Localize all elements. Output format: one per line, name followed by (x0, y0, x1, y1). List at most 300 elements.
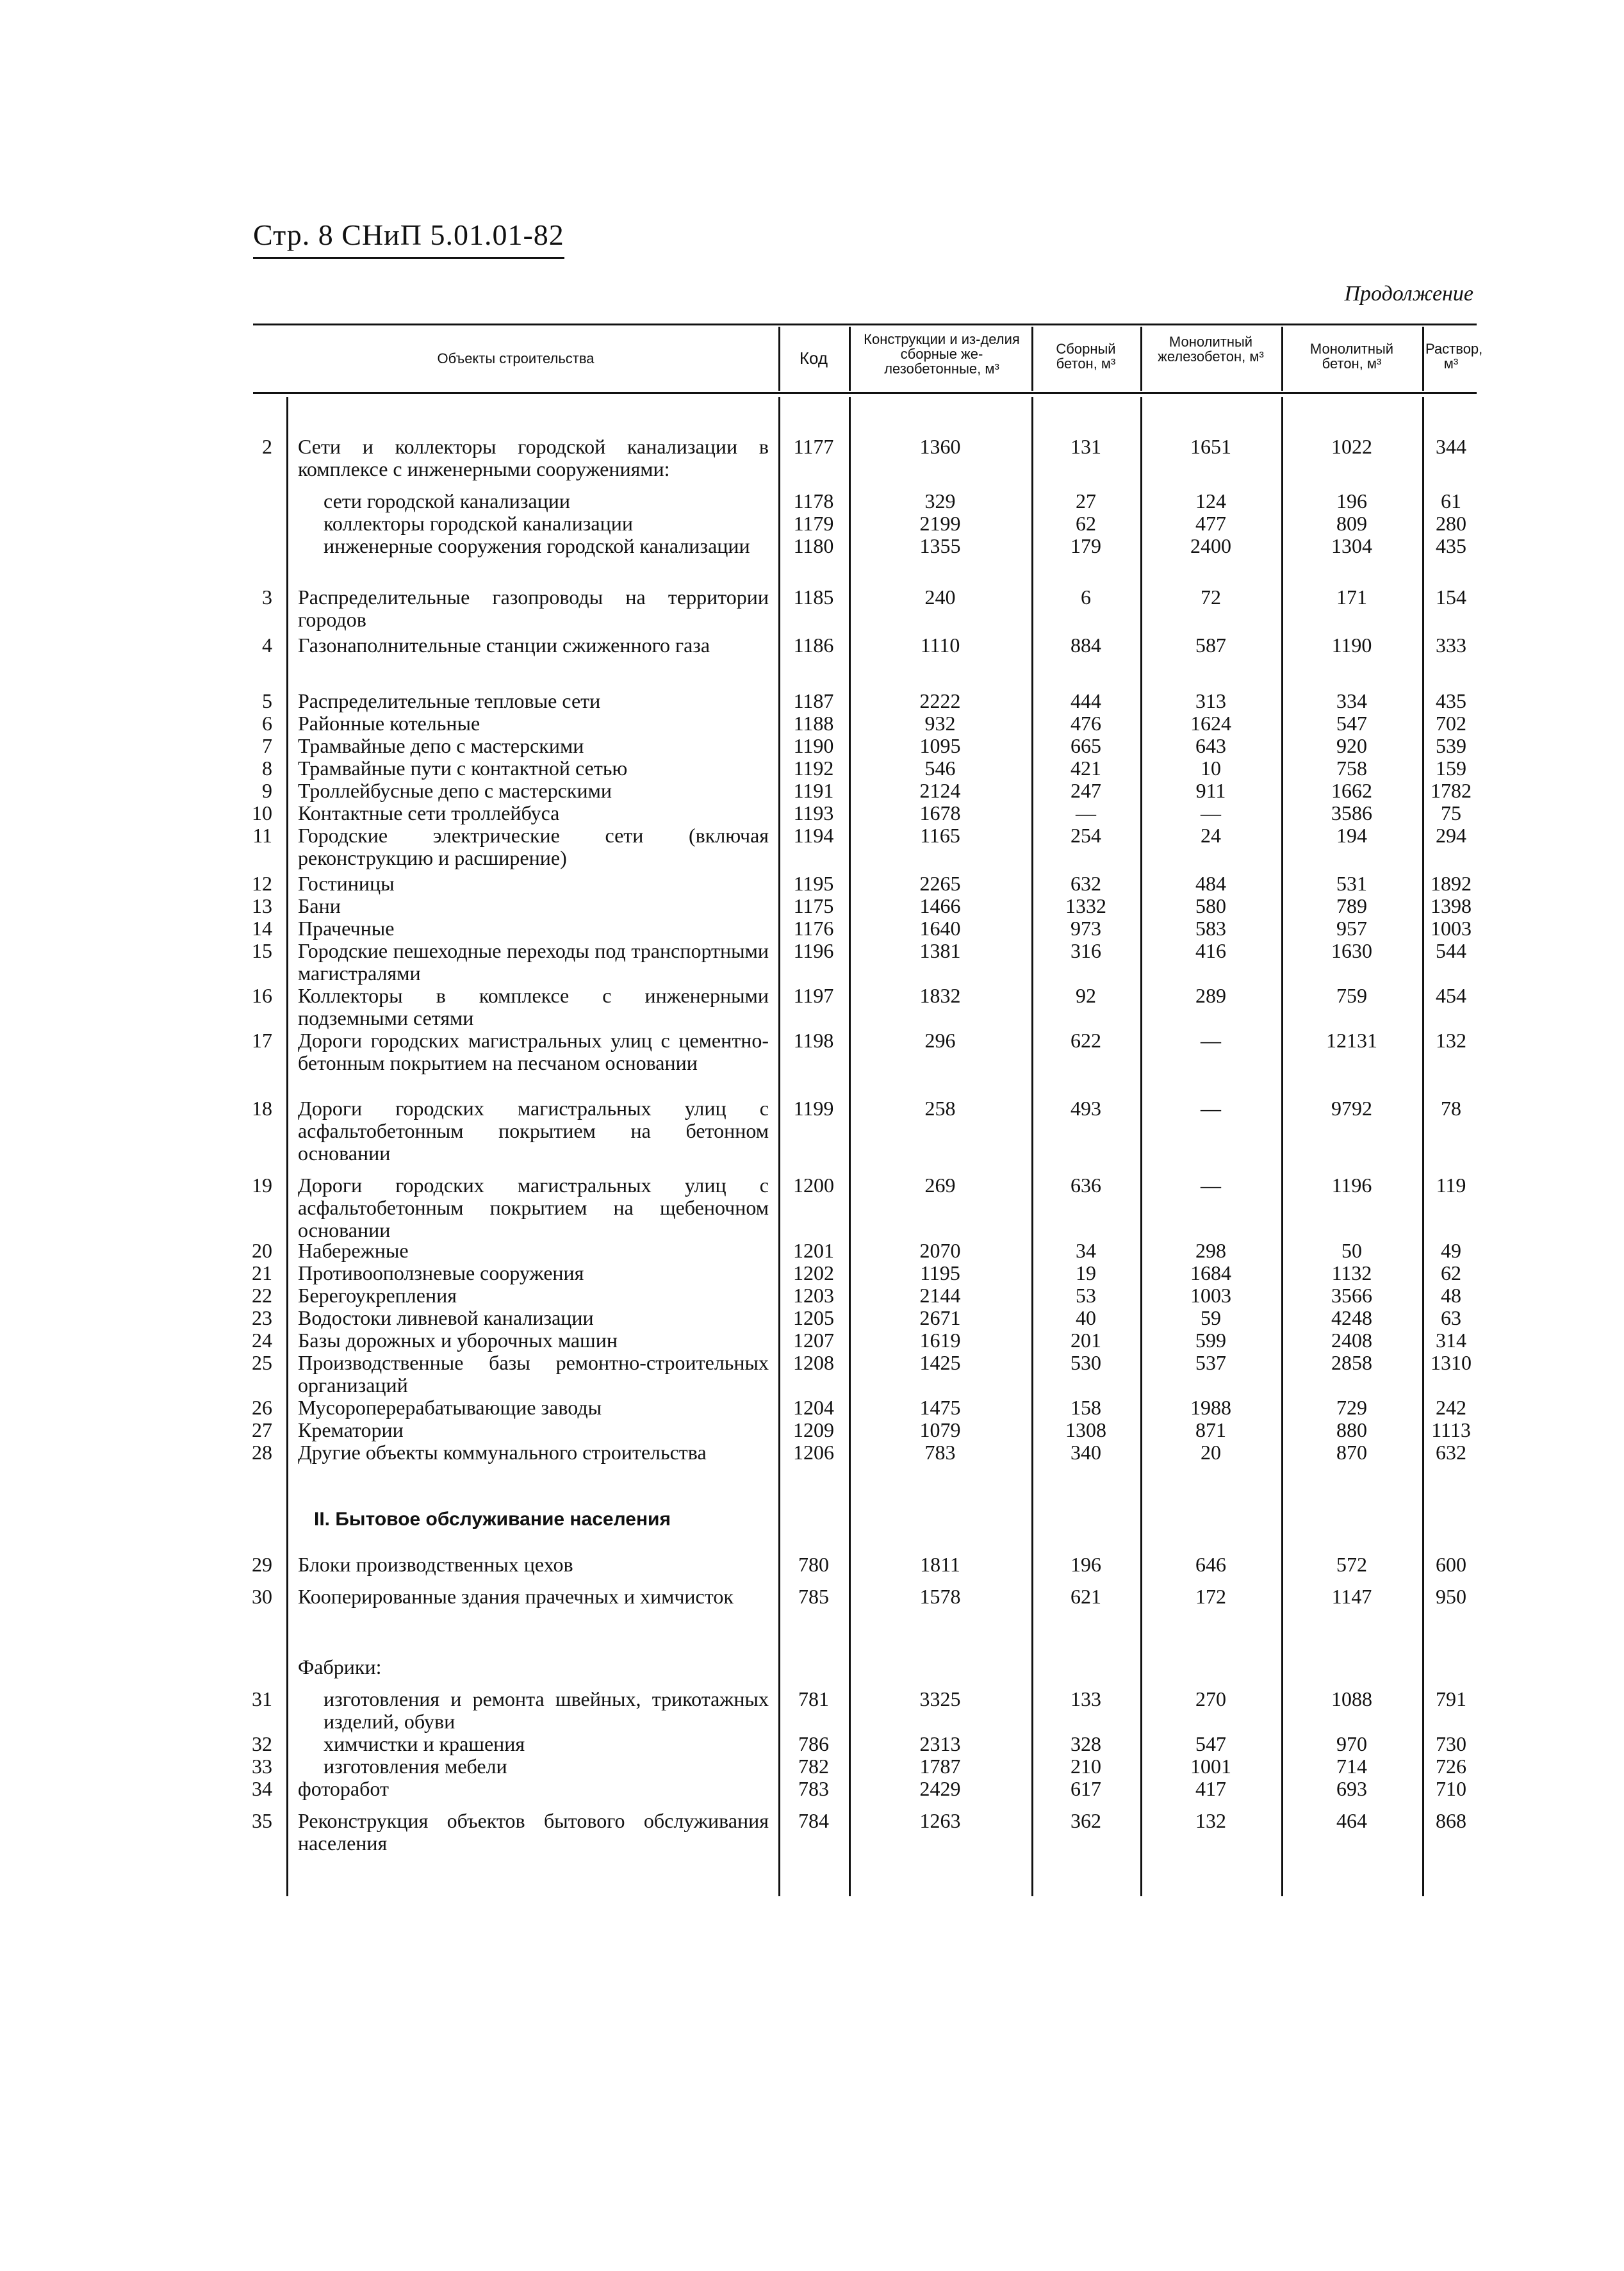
row-code: 1204 (793, 1396, 834, 1419)
row-mortar-value: 119 (1436, 1174, 1466, 1197)
row-number: 4 (262, 634, 272, 657)
row-mortar-value: 294 (1436, 824, 1466, 847)
row-prefab-concrete-value: 973 (1070, 917, 1101, 940)
row-number: 24 (252, 1329, 272, 1352)
row-mortar-value: 1782 (1431, 779, 1472, 802)
row-monolithic-concrete-value: 1190 (1331, 634, 1372, 657)
row-precast-value: 1381 (919, 939, 961, 962)
row-precast-value: 1425 (919, 1351, 961, 1374)
table-top-rule (253, 324, 1477, 325)
continuation-label: Продолжение (1344, 282, 1473, 306)
row-monolithic-concrete-value: 1132 (1331, 1261, 1372, 1284)
row-prefab-concrete-value: 476 (1070, 712, 1101, 735)
row-monolithic-concrete-value: 789 (1336, 894, 1367, 917)
row-monolithic-rc-value: 580 (1195, 894, 1226, 917)
row-prefab-concrete-value: 632 (1070, 872, 1101, 895)
page-header (253, 218, 564, 259)
row-number: 14 (252, 917, 272, 940)
row-code: 1188 (793, 712, 834, 735)
row-prefab-concrete-value: 340 (1070, 1441, 1101, 1464)
row-code: 1199 (793, 1097, 834, 1120)
row-number: 8 (262, 757, 272, 780)
row-object-name: Районные котельные (298, 712, 480, 735)
row-precast-value: 1466 (919, 894, 961, 917)
row-object-name: Газонаполнительные станции сжиженного газа (298, 634, 710, 657)
row-precast-value: 258 (924, 1097, 956, 1120)
row-code: 1207 (793, 1329, 834, 1352)
row-monolithic-rc-value: 643 (1195, 734, 1226, 757)
row-mortar-value: 159 (1436, 757, 1466, 780)
row-mortar-value: 600 (1436, 1553, 1466, 1576)
row-monolithic-concrete-value: 572 (1336, 1553, 1367, 1576)
row-object-name: Производственные базы ремонтно-строительных организаций (298, 1351, 769, 1397)
row-object-name: Крематории (298, 1418, 404, 1441)
row-precast-value: 1355 (919, 534, 961, 557)
row-object-name: Трамвайные депо с мастерскими (298, 734, 584, 757)
row-monolithic-rc-value: 477 (1195, 512, 1226, 535)
row-mortar-value: 49 (1441, 1239, 1461, 1262)
row-code: 1197 (793, 984, 834, 1007)
row-precast-value: 269 (924, 1174, 956, 1197)
row-code: 1203 (793, 1284, 834, 1307)
row-monolithic-concrete-value: 870 (1336, 1441, 1367, 1464)
row-monolithic-rc-value: 599 (1195, 1329, 1226, 1352)
row-monolithic-rc-value: 1001 (1190, 1755, 1231, 1778)
row-precast-value: 2070 (919, 1239, 961, 1262)
row-mortar-value: 154 (1436, 586, 1466, 609)
row-code: 1175 (793, 894, 834, 917)
row-monolithic-rc-value: 270 (1195, 1687, 1226, 1710)
row-object-name: Городские пешеходные переходы под транспортными магистралями (298, 939, 769, 985)
row-code: 786 (798, 1732, 829, 1755)
row-code: 781 (798, 1687, 829, 1710)
col-header-objects: Объекты строительства (437, 350, 595, 366)
row-number: 32 (252, 1732, 272, 1755)
row-code: 784 (798, 1809, 829, 1832)
row-number: 17 (252, 1029, 272, 1052)
row-object-name: сети городской канализации (324, 489, 571, 512)
row-monolithic-concrete-value: 1022 (1331, 435, 1372, 458)
row-monolithic-concrete-value: 194 (1336, 824, 1367, 847)
col-header-mortar: Раствор, м³ (1425, 341, 1483, 372)
row-prefab-concrete-value: 362 (1070, 1809, 1101, 1832)
col-header-code: Код (799, 348, 828, 368)
row-precast-value: 1195 (920, 1261, 960, 1284)
row-number: 34 (252, 1777, 272, 1800)
row-code: 1208 (793, 1351, 834, 1374)
row-code: 1194 (793, 824, 834, 847)
row-monolithic-rc-value: 172 (1195, 1585, 1226, 1608)
row-mortar-value: 48 (1441, 1284, 1461, 1307)
row-precast-value: 1079 (919, 1418, 961, 1441)
row-monolithic-concrete-value: 809 (1336, 512, 1367, 535)
row-mortar-value: 539 (1436, 734, 1466, 757)
row-number: 11 (252, 824, 272, 847)
row-number: 29 (252, 1553, 272, 1576)
section-heading: II. Бытовое обслуживание населения (314, 1509, 671, 1530)
row-mortar-value: 454 (1436, 984, 1466, 1007)
row-monolithic-rc-value: 59 (1201, 1306, 1221, 1329)
row-mortar-value: 544 (1436, 939, 1466, 962)
row-prefab-concrete-value: 254 (1070, 824, 1101, 847)
row-number: 13 (252, 894, 272, 917)
row-monolithic-concrete-value: 1088 (1331, 1687, 1372, 1710)
body-divider (1281, 397, 1283, 1896)
row-monolithic-rc-value: 587 (1195, 634, 1226, 657)
row-mortar-value: 710 (1436, 1777, 1466, 1800)
row-monolithic-rc-value: 1003 (1190, 1284, 1231, 1307)
row-mortar-value: 1310 (1431, 1351, 1472, 1374)
row-code: 1179 (793, 512, 834, 535)
row-code: 1190 (793, 734, 834, 757)
row-monolithic-concrete-value: 970 (1336, 1732, 1367, 1755)
body-divider (1031, 397, 1033, 1896)
row-mortar-value: 344 (1436, 435, 1466, 458)
row-precast-value: 932 (924, 712, 956, 735)
row-code: 1200 (793, 1174, 834, 1197)
row-precast-value: 2265 (919, 872, 961, 895)
row-number: 20 (252, 1239, 272, 1262)
row-object-name: Дороги городских магистральных улиц с асфальтобетонным покрытием на бетонном основании (298, 1097, 769, 1165)
header-divider (778, 327, 780, 391)
row-number: 5 (262, 689, 272, 712)
row-mortar-value: 314 (1436, 1329, 1466, 1352)
col-header-precast: Конструкции и из-делия сборные же-лезобетонные, м³ (864, 331, 1020, 377)
row-monolithic-rc-value: 72 (1201, 586, 1221, 609)
row-precast-value: 1110 (920, 634, 960, 657)
row-mortar-value: 63 (1441, 1306, 1461, 1329)
row-monolithic-concrete-value: 464 (1336, 1809, 1367, 1832)
row-monolithic-rc-value: 547 (1195, 1732, 1226, 1755)
row-monolithic-rc-value: 132 (1195, 1809, 1226, 1832)
row-precast-value: 1619 (919, 1329, 961, 1352)
row-prefab-concrete-value: 665 (1070, 734, 1101, 757)
row-code: 1192 (793, 757, 834, 780)
row-object-name: Берегоукрепления (298, 1284, 457, 1307)
subheading-factories: Фабрики: (298, 1655, 382, 1678)
row-prefab-concrete-value: — (1076, 801, 1096, 824)
row-mortar-value: 632 (1436, 1441, 1466, 1464)
row-prefab-concrete-value: 131 (1070, 435, 1101, 458)
row-precast-value: 3325 (919, 1687, 961, 1710)
row-number: 30 (252, 1585, 272, 1608)
row-prefab-concrete-value: 40 (1076, 1306, 1096, 1329)
row-monolithic-rc-value: 911 (1195, 779, 1226, 802)
row-code: 1176 (793, 917, 834, 940)
row-number: 12 (252, 872, 272, 895)
col-header-prefab-concrete: Сборный бетон, м³ (1056, 341, 1116, 372)
row-number: 3 (262, 586, 272, 609)
row-monolithic-rc-value: 2400 (1190, 534, 1231, 557)
row-monolithic-concrete-value: 759 (1336, 984, 1367, 1007)
row-monolithic-rc-value: 289 (1195, 984, 1226, 1007)
row-prefab-concrete-value: 316 (1070, 939, 1101, 962)
header-divider (1031, 327, 1033, 391)
row-prefab-concrete-value: 196 (1070, 1553, 1101, 1576)
row-monolithic-rc-value: 124 (1195, 489, 1226, 512)
row-object-name: Коллекторы в комплексе с инженерными подземными сетями (298, 984, 769, 1029)
row-monolithic-concrete-value: 693 (1336, 1777, 1367, 1800)
row-code: 1198 (793, 1029, 834, 1052)
row-precast-value: 2671 (919, 1306, 961, 1329)
row-code: 785 (798, 1585, 829, 1608)
row-code: 1196 (793, 939, 834, 962)
row-mortar-value: 62 (1441, 1261, 1461, 1284)
header-divider (1422, 327, 1424, 391)
row-number: 28 (252, 1441, 272, 1464)
row-monolithic-concrete-value: 1196 (1331, 1174, 1372, 1197)
row-mortar-value: 78 (1441, 1097, 1461, 1120)
row-mortar-value: 791 (1436, 1687, 1466, 1710)
row-precast-value: 1165 (920, 824, 960, 847)
row-mortar-value: 1892 (1431, 872, 1472, 895)
row-object-name: Дороги городских магистральных улиц с асфальтобетонным покрытием на щебеночном основании (298, 1174, 769, 1242)
row-mortar-value: 702 (1436, 712, 1466, 735)
row-number: 6 (262, 712, 272, 735)
row-code: 1205 (793, 1306, 834, 1329)
row-object-name: Реконструкция объектов бытового обслуживания населения (298, 1809, 769, 1855)
row-monolithic-concrete-value: 920 (1336, 734, 1367, 757)
row-object-name: Гостиницы (298, 872, 395, 895)
row-number: 2 (262, 435, 272, 458)
row-monolithic-rc-value: 1684 (1190, 1261, 1231, 1284)
row-object-name: изготовления и ремонта швейных, трикотажных изделий, обуви (324, 1687, 769, 1733)
row-precast-value: 1678 (919, 801, 961, 824)
row-mortar-value: 132 (1436, 1029, 1466, 1052)
row-prefab-concrete-value: 158 (1070, 1396, 1101, 1419)
row-prefab-concrete-value: 617 (1070, 1777, 1101, 1800)
row-precast-value: 1095 (919, 734, 961, 757)
row-mortar-value: 868 (1436, 1809, 1466, 1832)
row-object-name: Другие объекты коммунального строительства (298, 1441, 707, 1464)
row-code: 783 (798, 1777, 829, 1800)
row-prefab-concrete-value: 92 (1076, 984, 1096, 1007)
row-monolithic-rc-value: — (1201, 801, 1221, 824)
col-header-monolithic-concrete: Монолитный бетон, м³ (1309, 341, 1394, 372)
row-monolithic-concrete-value: 334 (1336, 689, 1367, 712)
row-object-name: Мусороперерабатывающие заводы (298, 1396, 602, 1419)
row-prefab-concrete-value: 27 (1076, 489, 1096, 512)
row-object-name: Блоки производственных цехов (298, 1553, 573, 1576)
row-monolithic-rc-value: — (1201, 1029, 1221, 1052)
row-object-name: коллекторы городской канализации (324, 512, 633, 535)
row-object-name: изготовления мебели (324, 1755, 507, 1778)
row-monolithic-rc-value: 313 (1195, 689, 1226, 712)
row-mortar-value: 333 (1436, 634, 1466, 657)
row-number: 7 (262, 734, 272, 757)
row-mortar-value: 1398 (1431, 894, 1472, 917)
row-monolithic-concrete-value: 957 (1336, 917, 1367, 940)
row-monolithic-concrete-value: 1147 (1331, 1585, 1372, 1608)
row-prefab-concrete-value: 1332 (1065, 894, 1106, 917)
row-monolithic-concrete-value: 714 (1336, 1755, 1367, 1778)
row-object-name: Дороги городских магистральных улиц с цементно-бетонным покрытием на песчаном основании (298, 1029, 769, 1074)
row-monolithic-concrete-value: 729 (1336, 1396, 1367, 1419)
row-monolithic-concrete-value: 12131 (1326, 1029, 1377, 1052)
row-code: 1186 (793, 634, 834, 657)
row-code: 1209 (793, 1418, 834, 1441)
row-number: 21 (252, 1261, 272, 1284)
row-precast-value: 2144 (919, 1284, 961, 1307)
row-number: 19 (252, 1174, 272, 1197)
row-object-name: Трамвайные пути с контактной сетью (298, 757, 628, 780)
row-code: 1202 (793, 1261, 834, 1284)
row-prefab-concrete-value: 6 (1081, 586, 1091, 609)
body-divider (849, 397, 851, 1896)
row-prefab-concrete-value: 19 (1076, 1261, 1096, 1284)
row-precast-value: 2222 (919, 689, 961, 712)
row-monolithic-concrete-value: 3566 (1331, 1284, 1372, 1307)
row-monolithic-concrete-value: 4248 (1331, 1306, 1372, 1329)
row-object-name: инженерные сооружения городской канализации (324, 534, 750, 557)
row-mortar-value: 242 (1436, 1396, 1466, 1419)
row-number: 35 (252, 1809, 272, 1832)
row-precast-value: 1475 (919, 1396, 961, 1419)
body-divider (778, 397, 780, 1896)
row-object-name: Контактные сети троллейбуса (298, 801, 560, 824)
row-object-name: Противооползневые сооружения (298, 1261, 584, 1284)
row-monolithic-rc-value: — (1201, 1174, 1221, 1197)
row-monolithic-concrete-value: 531 (1336, 872, 1367, 895)
row-code: 1185 (793, 586, 834, 609)
row-code: 780 (798, 1553, 829, 1576)
row-precast-value: 329 (924, 489, 956, 512)
row-precast-value: 1811 (920, 1553, 960, 1576)
row-monolithic-rc-value: 417 (1195, 1777, 1226, 1800)
row-code: 1191 (793, 779, 834, 802)
row-precast-value: 1360 (919, 435, 961, 458)
row-monolithic-rc-value: 10 (1201, 757, 1221, 780)
row-object-name: химчистки и крашения (324, 1732, 525, 1755)
row-precast-value: 1263 (919, 1809, 961, 1832)
row-monolithic-rc-value: 646 (1195, 1553, 1226, 1576)
row-mortar-value: 435 (1436, 534, 1466, 557)
row-monolithic-concrete-value: 196 (1336, 489, 1367, 512)
row-code: 782 (798, 1755, 829, 1778)
body-divider (1140, 397, 1142, 1896)
row-prefab-concrete-value: 444 (1070, 689, 1101, 712)
row-code: 1180 (793, 534, 834, 557)
header-divider (1281, 327, 1283, 391)
row-monolithic-concrete-value: 1304 (1331, 534, 1372, 557)
row-monolithic-rc-value: 416 (1195, 939, 1226, 962)
row-precast-value: 546 (924, 757, 956, 780)
row-code: 1187 (793, 689, 834, 712)
row-precast-value: 2124 (919, 779, 961, 802)
row-precast-value: 783 (924, 1441, 956, 1464)
row-prefab-concrete-value: 133 (1070, 1687, 1101, 1710)
row-mortar-value: 1113 (1431, 1418, 1471, 1441)
row-precast-value: 296 (924, 1029, 956, 1052)
row-monolithic-concrete-value: 547 (1336, 712, 1367, 735)
row-monolithic-concrete-value: 9792 (1331, 1097, 1372, 1120)
row-prefab-concrete-value: 179 (1070, 534, 1101, 557)
row-number: 22 (252, 1284, 272, 1307)
row-prefab-concrete-value: 884 (1070, 634, 1101, 657)
header-divider (849, 327, 851, 391)
row-precast-value: 2313 (919, 1732, 961, 1755)
row-prefab-concrete-value: 328 (1070, 1732, 1101, 1755)
row-monolithic-concrete-value: 171 (1336, 586, 1367, 609)
row-monolithic-rc-value: 537 (1195, 1351, 1226, 1374)
page-title: Стр. 8 СНиП 5.01.01-82 (253, 218, 564, 259)
row-object-name: Базы дорожных и уборочных машин (298, 1329, 618, 1352)
row-monolithic-rc-value: 871 (1195, 1418, 1226, 1441)
row-number: 10 (252, 801, 272, 824)
row-object-name: Набережные (298, 1239, 409, 1262)
row-code: 1201 (793, 1239, 834, 1262)
row-code: 1177 (793, 435, 834, 458)
row-prefab-concrete-value: 636 (1070, 1174, 1101, 1197)
row-code: 1206 (793, 1441, 834, 1464)
row-monolithic-rc-value: — (1201, 1097, 1221, 1120)
row-mortar-value: 280 (1436, 512, 1466, 535)
row-prefab-concrete-value: 530 (1070, 1351, 1101, 1374)
row-monolithic-concrete-value: 758 (1336, 757, 1367, 780)
row-prefab-concrete-value: 53 (1076, 1284, 1096, 1307)
row-prefab-concrete-value: 421 (1070, 757, 1101, 780)
row-monolithic-concrete-value: 2408 (1331, 1329, 1372, 1352)
row-number: 9 (262, 779, 272, 802)
row-object-name: Распределительные газопроводы на территории городов (298, 586, 769, 631)
row-precast-value: 1640 (919, 917, 961, 940)
row-code: 1193 (793, 801, 834, 824)
row-monolithic-concrete-value: 1662 (1331, 779, 1372, 802)
row-mortar-value: 61 (1441, 489, 1461, 512)
row-prefab-concrete-value: 34 (1076, 1239, 1096, 1262)
row-prefab-concrete-value: 493 (1070, 1097, 1101, 1120)
row-monolithic-rc-value: 20 (1201, 1441, 1221, 1464)
table-header-rule (253, 392, 1477, 394)
row-prefab-concrete-value: 1308 (1065, 1418, 1106, 1441)
row-monolithic-rc-value: 24 (1201, 824, 1221, 847)
row-object-name: Кооперированные здания прачечных и химчисток (298, 1585, 734, 1608)
row-number: 18 (252, 1097, 272, 1120)
row-mortar-value: 435 (1436, 689, 1466, 712)
row-number: 16 (252, 984, 272, 1007)
row-mortar-value: 730 (1436, 1732, 1466, 1755)
row-precast-value: 1832 (919, 984, 961, 1007)
row-prefab-concrete-value: 201 (1070, 1329, 1101, 1352)
row-precast-value: 2429 (919, 1777, 961, 1800)
row-precast-value: 2199 (919, 512, 961, 535)
row-monolithic-concrete-value: 2858 (1331, 1351, 1372, 1374)
row-object-name: Водостоки ливневой канализации (298, 1306, 594, 1329)
body-divider (1422, 397, 1424, 1896)
row-prefab-concrete-value: 62 (1076, 512, 1096, 535)
row-prefab-concrete-value: 622 (1070, 1029, 1101, 1052)
row-prefab-concrete-value: 621 (1070, 1585, 1101, 1608)
row-monolithic-rc-value: 298 (1195, 1239, 1226, 1262)
row-code: 1178 (793, 489, 834, 512)
row-mortar-value: 1003 (1431, 917, 1472, 940)
row-monolithic-rc-value: 583 (1195, 917, 1226, 940)
row-precast-value: 1578 (919, 1585, 961, 1608)
row-object-name: Распределительные тепловые сети (298, 689, 601, 712)
row-object-name: Прачечные (298, 917, 395, 940)
row-monolithic-rc-value: 1651 (1190, 435, 1231, 458)
body-divider (286, 397, 288, 1896)
row-monolithic-concrete-value: 50 (1341, 1239, 1362, 1262)
row-monolithic-concrete-value: 1630 (1331, 939, 1372, 962)
row-prefab-concrete-value: 210 (1070, 1755, 1101, 1778)
row-number: 25 (252, 1351, 272, 1374)
row-precast-value: 1787 (919, 1755, 961, 1778)
row-monolithic-concrete-value: 3586 (1331, 801, 1372, 824)
row-monolithic-rc-value: 1624 (1190, 712, 1231, 735)
header-divider (1140, 327, 1142, 391)
row-precast-value: 240 (924, 586, 956, 609)
